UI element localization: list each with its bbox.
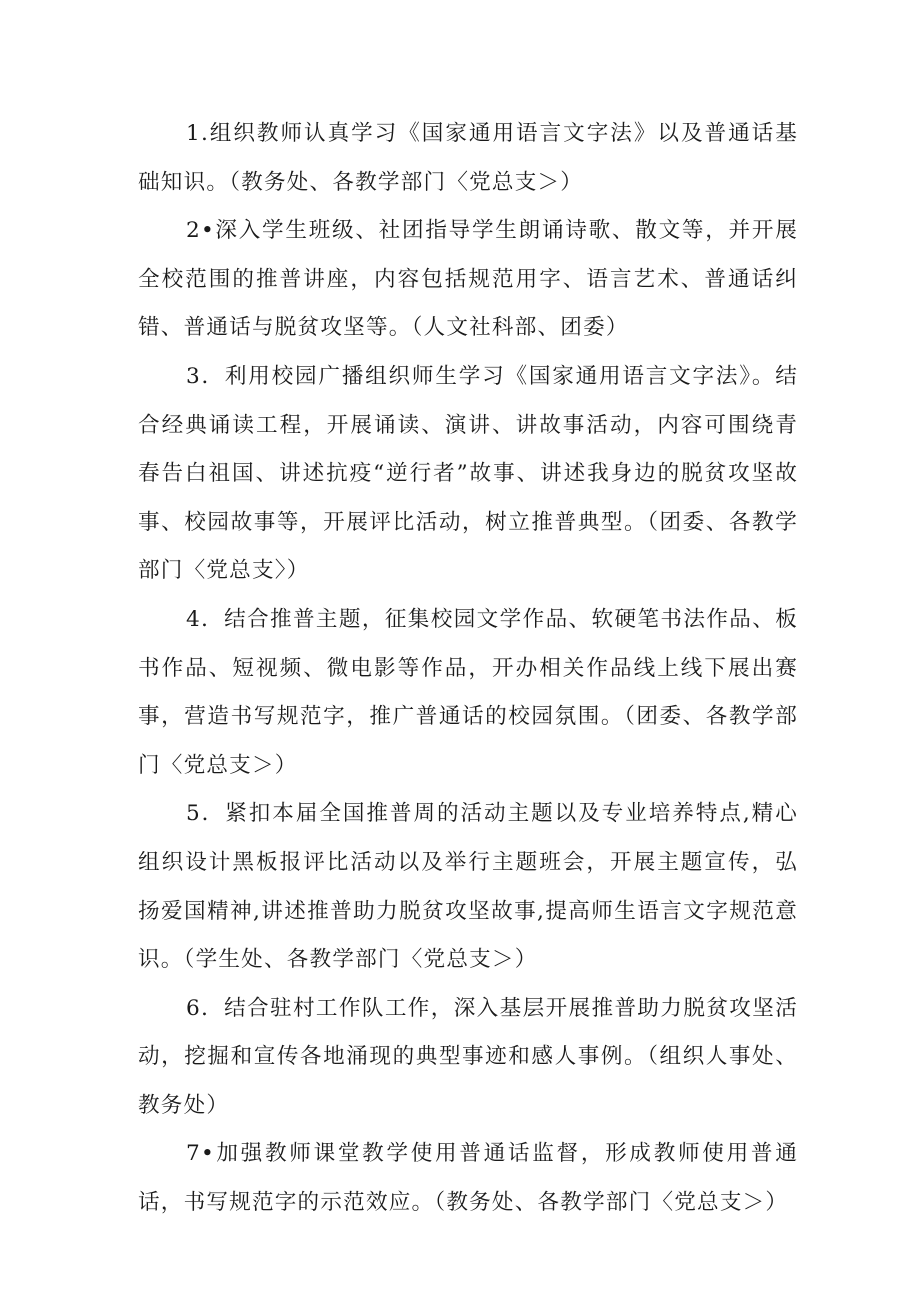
- paragraph-5: 5．紧扣本届全国推普周的活动主题以及专业培养特点,精心组织设计黑板报评比活动以及举行主题班会，开展主题宣传，弘扬爱国精神,讲述推普助力脱贫攻坚故事,提高师生语言文字规范意识。（学生处、各教学部门〈党总支＞）: [138, 801, 798, 973]
- document-body: [138, 110, 798, 1228]
- paragraph-7: 7•加强教师课堂教学使用普通话监督，形成教师使用普通话，书写规范字的示范效应。（教务处、各教学部门〈党总支＞）: [138, 1141, 798, 1216]
- paragraph-4: 4．结合推普主题，征集校园文学作品、软硬笔书法作品、板书作品、短视频、微电影等作品，开办相关作品线上线下展出赛事，营造书写规范字，推广普通话的校园氛围。（团委、各教学部门〈党总支＞）: [138, 606, 798, 778]
- paragraph-2: 2•深入学生班级、社团指导学生朗诵诗歌、散文等，并开展全校范围的推普讲座，内容包括规范用字、语言艺术、普通话纠错、普通话与脱贫攻坚等。（人文社科部、团委）: [138, 218, 798, 341]
- paragraph-1: 1.组织教师认真学习《国家通用语言文字法》以及普通话基础知识。（教务处、各教学部门〈党总支＞）: [138, 121, 798, 195]
- paragraph-3: 3．利用校园广播组织师生学习《国家通用语言文字法》。结合经典诵读工程，开展诵读、演讲、讲故事活动，内容可围绕青春告白祖国、讲述抗疫“逆行者”故事、讲述我身边的脱贫攻坚故事、校园故事等，开展评比活动，树立推普典型。（团委、各教学部门〈党总支〉）: [138, 363, 798, 584]
- paragraph-6: 6．结合驻村工作队工作，深入基层开展推普助力脱贫攻坚活动，挖掘和宣传各地涌现的典型事迹和感人事例。（组织人事处、教务处）: [138, 995, 798, 1118]
